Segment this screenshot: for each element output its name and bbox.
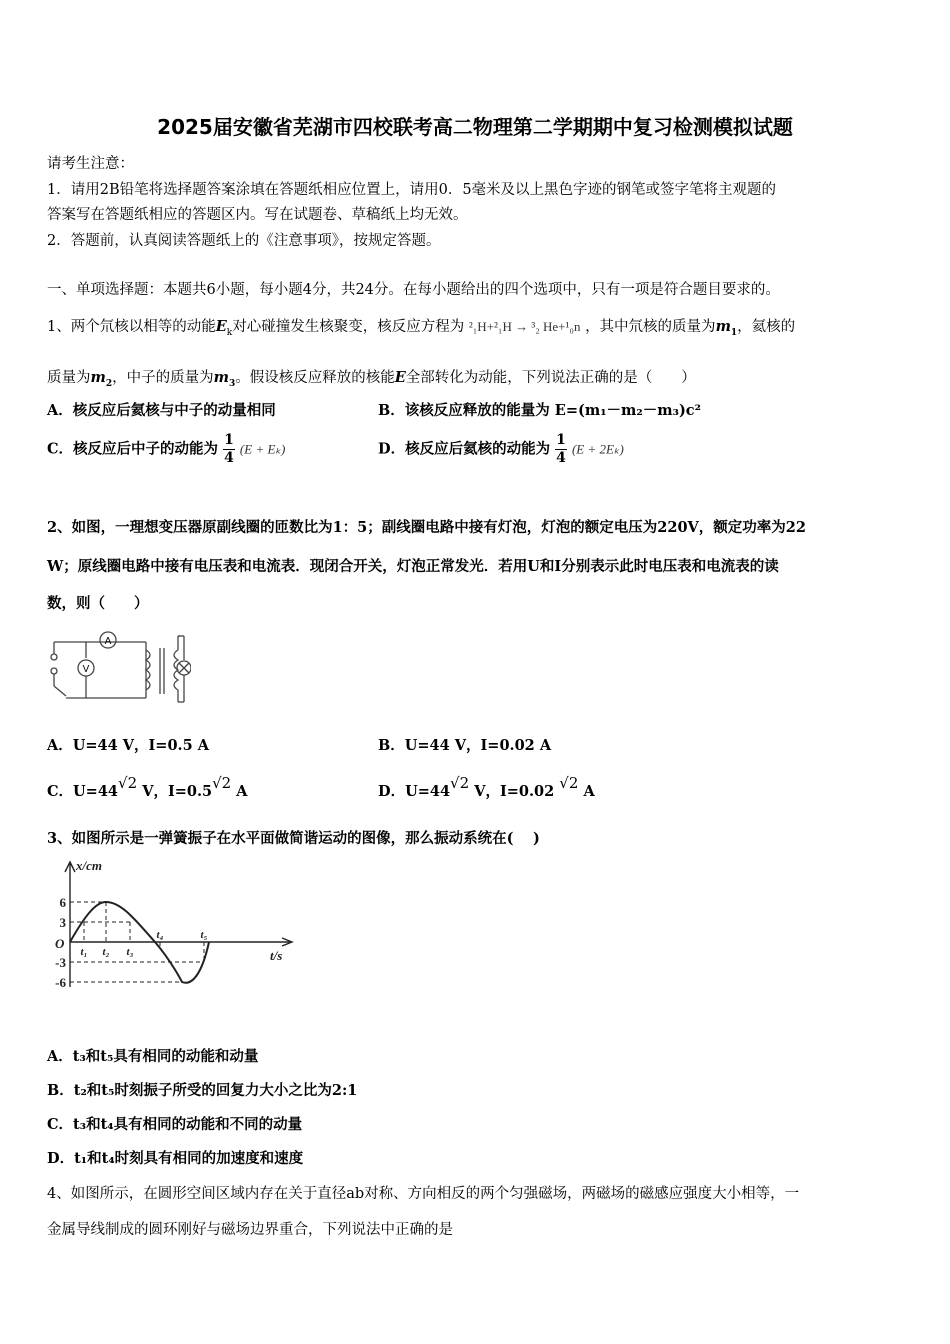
q2-option-c: C．U=44√2 V，I=0.5√2 A	[47, 774, 248, 800]
q2-option-a: A．U=44 V，I=0.5 A	[47, 737, 209, 754]
q3-option-d: D．t₁和t₄时刻具有相同的加速度和速度	[47, 1150, 304, 1167]
q3-stem: 3、如图所示是一弹簧振子在水平面做简谐运动的图像，那么振动系统在( )	[47, 830, 540, 847]
sqrt-symbol: √2	[450, 774, 470, 792]
ytick-3: 3	[59, 915, 66, 930]
sqrt-symbol: √2	[212, 774, 232, 792]
q1-line-2: 质量为$m_2$，中子的质量为$m_3$。假设核反应释放的核能E全部转化为动能，下列说法正确的是（ ）	[47, 369, 696, 389]
q2-option-b: B．U=44 V，I=0.02 A	[378, 737, 552, 754]
q2-line-3: 数，则（ ）	[47, 595, 149, 612]
ammeter-label: A	[104, 636, 112, 647]
page-title: 2025届安徽省芜湖市四校联考高二物理第二学期期中复习检测模拟试题	[157, 115, 793, 139]
sqrt-symbol: √2	[118, 774, 138, 792]
q1-option-d: D．核反应后氦核的动能为 $\frac{1}{4}$ (E + 2Eₖ)	[378, 432, 624, 466]
x-axis-label: t/s	[270, 948, 283, 963]
q1-option-b: B．该核反应释放的能量为 E=(m₁－m₂－m₃)c²	[378, 402, 701, 419]
sqrt-symbol: √2	[559, 774, 579, 792]
t2-label: t₂	[102, 946, 110, 958]
q1-equation: ²₁H+²₁H → ³₂ He+¹₀n	[468, 319, 581, 334]
q3-option-a: A．t₃和t₅具有相同的动能和动量	[47, 1048, 259, 1065]
notice-line-1b: 答案写在答题纸相应的答题区内。写在试题卷、草稿纸上均无效。	[47, 207, 468, 223]
t4-label: t₄	[156, 929, 164, 941]
fraction: $\frac{1}{4}$	[556, 432, 566, 466]
ytick-6: 6	[59, 895, 66, 910]
q1-option-a: A．核反应后氦核与中子的动量相同	[47, 402, 276, 419]
notice-line-2: 2．答题前，认真阅读答题纸上的《注意事项》，按规定答题。	[47, 233, 441, 249]
q1-line-1: 1、两个氘核以相等的动能$E_k$对心碰撞发生核聚变，核反应方程为 ²₁H+²₁H → ³₂ He+¹₀n ，其中氘核的质量为$m_1$，氦核的	[47, 318, 796, 338]
section-heading: 一、单项选择题：本题共6小题，每小题4分，共24分。在每小题给出的四个选项中，只有一项是符合题目要求的。	[47, 282, 780, 298]
notice-line-1a: 1．请用2B铅笔将选择题答案涂填在答题纸相应位置上，请用0．5毫米及以上黑色字迹的钢笔或签字笔将主观题的	[47, 182, 777, 198]
q2-line-2: W；原线圈电路中接有电压表和电流表．现闭合开关，灯泡正常发光．若用U和I分别表示此时电压表和电流表的读	[47, 558, 779, 575]
q3-option-b: B．t₂和t₅时刻振子所受的回复力大小之比为2:1	[47, 1082, 358, 1099]
y-axis-label: x/cm	[76, 858, 102, 873]
q3-option-c: C．t₃和t₄具有相同的动能和不同的动量	[47, 1116, 303, 1133]
q2-line-1: 2、如图，一理想变压器原副线圈的匝数比为1：5；副线圈电路中接有灯泡，灯泡的额定电压为220V，额定功率为22	[47, 519, 806, 536]
q1-option-c: C．核反应后中子的动能为 $\frac{1}{4}$ (E + Eₖ)	[47, 432, 286, 466]
q4-line-2: 金属导线制成的圆环刚好与磁场边界重合，下列说法中正确的是	[47, 1222, 453, 1238]
t3-label: t₃	[126, 946, 134, 958]
t1-label: t₁	[80, 946, 88, 958]
ytick-neg6: -6	[55, 975, 66, 990]
shm-graph	[42, 852, 297, 997]
notice-heading: 请考生注意：	[47, 156, 134, 172]
voltmeter-label: V	[82, 664, 90, 675]
fraction: $\frac{1}{4}$	[224, 432, 234, 466]
origin-label: O	[55, 936, 65, 951]
transformer-circuit-diagram	[46, 626, 191, 711]
ytick-neg3: -3	[55, 955, 66, 970]
q4-line-1: 4、如图所示，在圆形空间区域内存在关于直径ab对称、方向相反的两个匀强磁场，两磁场的磁感应强度大小相等，一	[47, 1186, 800, 1202]
t5-label: t₅	[200, 929, 208, 941]
q2-option-d: D．U=44√2 V，I=0.02 √2 A	[378, 774, 595, 800]
